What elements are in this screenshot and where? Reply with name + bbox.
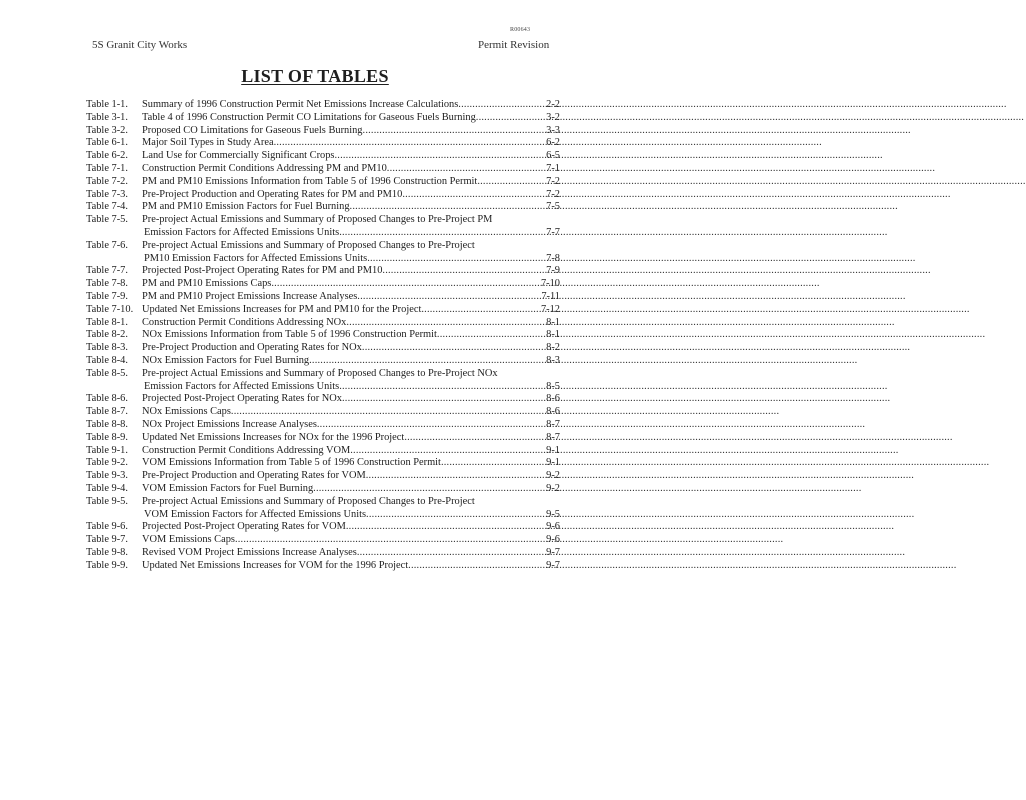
table-number: Table 7-10. (86, 303, 134, 315)
dot-leader (458, 99, 545, 112)
table-title: Pre-Project Production and Operating Rates for VOM (142, 470, 366, 482)
table-title-continued: PM10 Emission Factors for Affected Emissions Units (144, 252, 368, 264)
dot-leader (342, 393, 545, 406)
table-title: Pre-project Actual Emissions and Summary of Proposed Changes to Pre-Project (142, 239, 475, 251)
table-title: Proposed CO Limitations for Gaseous Fuels Burning (142, 124, 363, 136)
table-number: Table 7-2. (86, 175, 128, 187)
toc-entry (86, 125, 560, 138)
toc-entry (86, 547, 560, 560)
table-title: Pre-Project Production and Operating Rates for PM and PM10 (142, 188, 403, 200)
dot-leader (350, 201, 546, 214)
dot-leader (437, 329, 545, 342)
page-number: 9-6 (546, 534, 560, 546)
dot-leader (271, 278, 540, 291)
dot-leader (313, 483, 545, 496)
toc-entry-continuation (86, 381, 560, 394)
dot-leader (387, 163, 545, 176)
page-number: 7-7 (546, 226, 560, 238)
dot-leader (363, 125, 546, 138)
table-title-continued: Emission Factors for Affected Emissions Units (144, 226, 340, 238)
table-title: Revised VOM Project Emissions Increase Analyses (142, 546, 357, 558)
table-title: Major Soil Types in Study Area (142, 137, 274, 149)
page-number: 7-9 (546, 265, 560, 277)
table-title: PM and PM10 Emissions Caps (142, 278, 272, 290)
table-number: Table 1-1. (86, 99, 128, 110)
table-number: Table 9-5. (86, 495, 128, 507)
table-title: NOx Emissions Caps (142, 406, 231, 418)
dot-leader (382, 265, 545, 278)
table-title: PM and PM10 Emissions Information from Table 5 of 1996 Construction Permit (142, 175, 478, 187)
table-number: Table 7-7. (86, 265, 128, 277)
page-number: 7-10 (540, 278, 560, 290)
table-title: Construction Permit Conditions Addressing PM and PM10 (142, 162, 387, 174)
document-id: R00643 (510, 27, 531, 33)
table-title: Updated Net Emissions Increases for NOx for the 1996 Project (142, 431, 405, 443)
page-number: 8-7 (546, 418, 560, 430)
table-number: Table 8-1. (86, 316, 128, 328)
page-number: 9-1 (546, 444, 560, 456)
page-number: 7-2 (546, 175, 560, 187)
table-number: Table 9-1. (86, 444, 128, 456)
toc-entry-continuation (86, 227, 560, 240)
page-number: 9-1 (546, 457, 560, 469)
page-number: 8-5 (546, 380, 560, 392)
table-number: Table 7-3. (86, 188, 128, 200)
dot-leader (317, 419, 545, 432)
header-facility-name: 5S Granit City Works (92, 39, 188, 51)
toc-entry (86, 291, 560, 304)
page-number: 9-2 (546, 470, 560, 482)
toc-entry (86, 265, 560, 278)
page-number: 8-2 (546, 342, 560, 354)
table-title: Updated Net Emissions Increases for VOM for the 1996 Project (142, 559, 409, 571)
toc-entry (86, 496, 560, 509)
page-number: 8-1 (546, 329, 560, 341)
table-title: VOM Emissions Information from Table 5 of 1996 Construction Permit (142, 457, 441, 469)
page-number: 7-8 (546, 252, 560, 264)
dot-leader (334, 150, 545, 163)
table-number: Table 8-6. (86, 393, 128, 405)
table-title: Pre-project Actual Emissions and Summary of Proposed Changes to Pre-Project (142, 495, 475, 507)
page-number: 8-3 (546, 354, 560, 366)
table-title: Pre-project Actual Emissions and Summary of Proposed Changes to Pre-Project NOx (142, 367, 498, 379)
table-number: Table 8-8. (86, 418, 128, 430)
table-title: NOx Emission Factors for Fuel Burning (142, 354, 310, 366)
toc-entry (86, 445, 560, 458)
toc-entry (86, 329, 560, 342)
table-number: Table 7-4. (86, 201, 128, 213)
table-number: Table 7-5. (86, 214, 128, 226)
table-title: VOM Emission Factors for Fuel Burning (142, 482, 314, 494)
toc-entry (86, 406, 560, 419)
page-number: 2-2 (546, 99, 560, 110)
table-number: Table 9-6. (86, 521, 128, 533)
dot-leader (366, 470, 545, 483)
toc-entry (86, 112, 560, 125)
table-number: Table 8-2. (86, 329, 128, 341)
dot-leader (366, 509, 545, 522)
table-number: Table 9-8. (86, 546, 128, 558)
table-number: Table 8-3. (86, 342, 128, 354)
dot-leader (477, 176, 545, 189)
page-number: 7-5 (546, 201, 560, 213)
toc-entry (86, 432, 560, 445)
table-number: Table 7-9. (86, 290, 128, 302)
table-number: Table 9-7. (86, 534, 128, 546)
toc-entry (86, 278, 560, 291)
toc-entry (86, 317, 560, 330)
page-number: 3-3 (546, 124, 560, 136)
toc-entry (86, 240, 560, 253)
toc-entry (86, 560, 560, 573)
page-number: 6-5 (546, 150, 560, 162)
table-title: VOM Emissions Caps (142, 534, 235, 546)
page-number: 8-6 (546, 406, 560, 418)
dot-leader (404, 432, 545, 445)
table-title: Projected Post-Project Operating Rates for VOM (142, 521, 346, 533)
dot-leader (309, 355, 545, 368)
table-number: Table 9-9. (86, 559, 128, 571)
dot-leader (346, 521, 545, 534)
page-number: 8-1 (546, 316, 560, 328)
table-number: Table 8-4. (86, 354, 128, 366)
toc-entry (86, 163, 560, 176)
table-title: PM and PM10 Emission Factors for Fuel Burning (142, 201, 350, 213)
toc-entry (86, 304, 560, 317)
table-title: NOx Project Emissions Increase Analyses (142, 418, 317, 430)
page-number: 9-6 (546, 521, 560, 533)
toc-entry (86, 355, 560, 368)
toc-entry (86, 137, 560, 150)
table-title: Table 4 of 1996 Construction Permit CO Limitations for Gaseous Fuels Burning (142, 111, 476, 123)
toc-entry (86, 534, 560, 547)
table-number: Table 9-3. (86, 470, 128, 482)
toc-entry (86, 189, 560, 202)
table-number: Table 7-8. (86, 278, 128, 290)
table-title: Projected Post-Project Operating Rates for NOx (142, 393, 342, 405)
page-number: 7-12 (540, 303, 560, 315)
table-number: Table 9-2. (86, 457, 128, 469)
table-number: Table 9-4. (86, 482, 128, 494)
table-number: Table 6-1. (86, 137, 128, 149)
table-number: Table 6-2. (86, 150, 128, 162)
toc-entry (86, 457, 560, 470)
page-number: 7-2 (546, 188, 560, 200)
table-title: Updated Net Emissions Increases for PM and PM10 for the Project (142, 303, 422, 315)
dot-leader (346, 317, 545, 330)
toc-entry (86, 419, 560, 432)
page-number: 9-5 (546, 508, 560, 520)
toc-entry (86, 214, 560, 227)
toc-entry (86, 99, 560, 112)
table-title: Construction Permit Conditions Addressing NOx (142, 316, 347, 328)
page-number: 8-7 (546, 431, 560, 443)
toc-entry (86, 176, 560, 189)
table-title: Pre-Project Production and Operating Rates for NOx (142, 342, 362, 354)
toc-entry (86, 521, 560, 534)
page-number: 6-2 (546, 137, 560, 149)
table-number: Table 8-7. (86, 406, 128, 418)
table-title: Construction Permit Conditions Addressing VOM (142, 444, 351, 456)
table-number: Table 3-2. (86, 124, 128, 136)
toc-entry (86, 368, 560, 381)
page-number: 9-7 (546, 559, 560, 571)
dot-leader (362, 342, 545, 355)
page-number: 9-7 (546, 546, 560, 558)
toc-entry-continuation (86, 253, 560, 266)
toc-entry (86, 150, 560, 163)
page-number: 7-1 (546, 162, 560, 174)
page-title: LIST OF TABLES (241, 66, 389, 86)
dot-leader (357, 291, 540, 304)
dot-leader (235, 534, 545, 547)
dot-leader (339, 227, 545, 240)
table-title-continued: Emission Factors for Affected Emissions Units (144, 380, 340, 392)
dot-leader (408, 560, 545, 573)
toc-entry (86, 483, 560, 496)
page-number: 7-11 (541, 290, 560, 302)
toc-entry-continuation (86, 509, 560, 522)
page-number: 3-2 (546, 111, 560, 123)
table-number: Table 8-9. (86, 431, 128, 443)
dot-leader (421, 304, 540, 317)
dot-leader (367, 253, 545, 266)
dot-leader (350, 445, 545, 458)
table-number: Table 7-1. (86, 162, 128, 174)
page-number: 9-2 (546, 482, 560, 494)
table-title: Land Use for Commercially Significant Crops (142, 150, 335, 162)
dot-leader (441, 457, 545, 470)
header-document-type: Permit Revision (478, 39, 550, 51)
table-number: Table 7-6. (86, 239, 128, 251)
toc-entry (86, 470, 560, 483)
dot-leader (357, 547, 545, 560)
toc-entry (86, 393, 560, 406)
toc-entry (86, 201, 560, 214)
table-title: Summary of 1996 Construction Permit Net Emissions Increase Calculations (142, 99, 459, 110)
toc-entry (86, 342, 560, 355)
list-of-tables (86, 99, 560, 572)
page-number: 8-6 (546, 393, 560, 405)
table-title: Pre-project Actual Emissions and Summary of Proposed Changes to Pre-Project PM (142, 214, 493, 226)
table-number: Table 3-1. (86, 111, 128, 123)
table-title: NOx Emissions Information from Table 5 of 1996 Construction Permit (142, 329, 437, 341)
dot-leader (339, 381, 545, 394)
dot-leader (274, 137, 546, 150)
table-title: PM and PM10 Project Emissions Increase Analyses (142, 290, 358, 302)
dot-leader (402, 189, 545, 202)
table-title: Projected Post-Project Operating Rates for PM and PM10 (142, 265, 383, 277)
dot-leader (231, 406, 545, 419)
dot-leader (476, 112, 545, 125)
table-title-continued: VOM Emission Factors for Affected Emissions Units (144, 508, 367, 520)
table-number: Table 8-5. (86, 367, 128, 379)
